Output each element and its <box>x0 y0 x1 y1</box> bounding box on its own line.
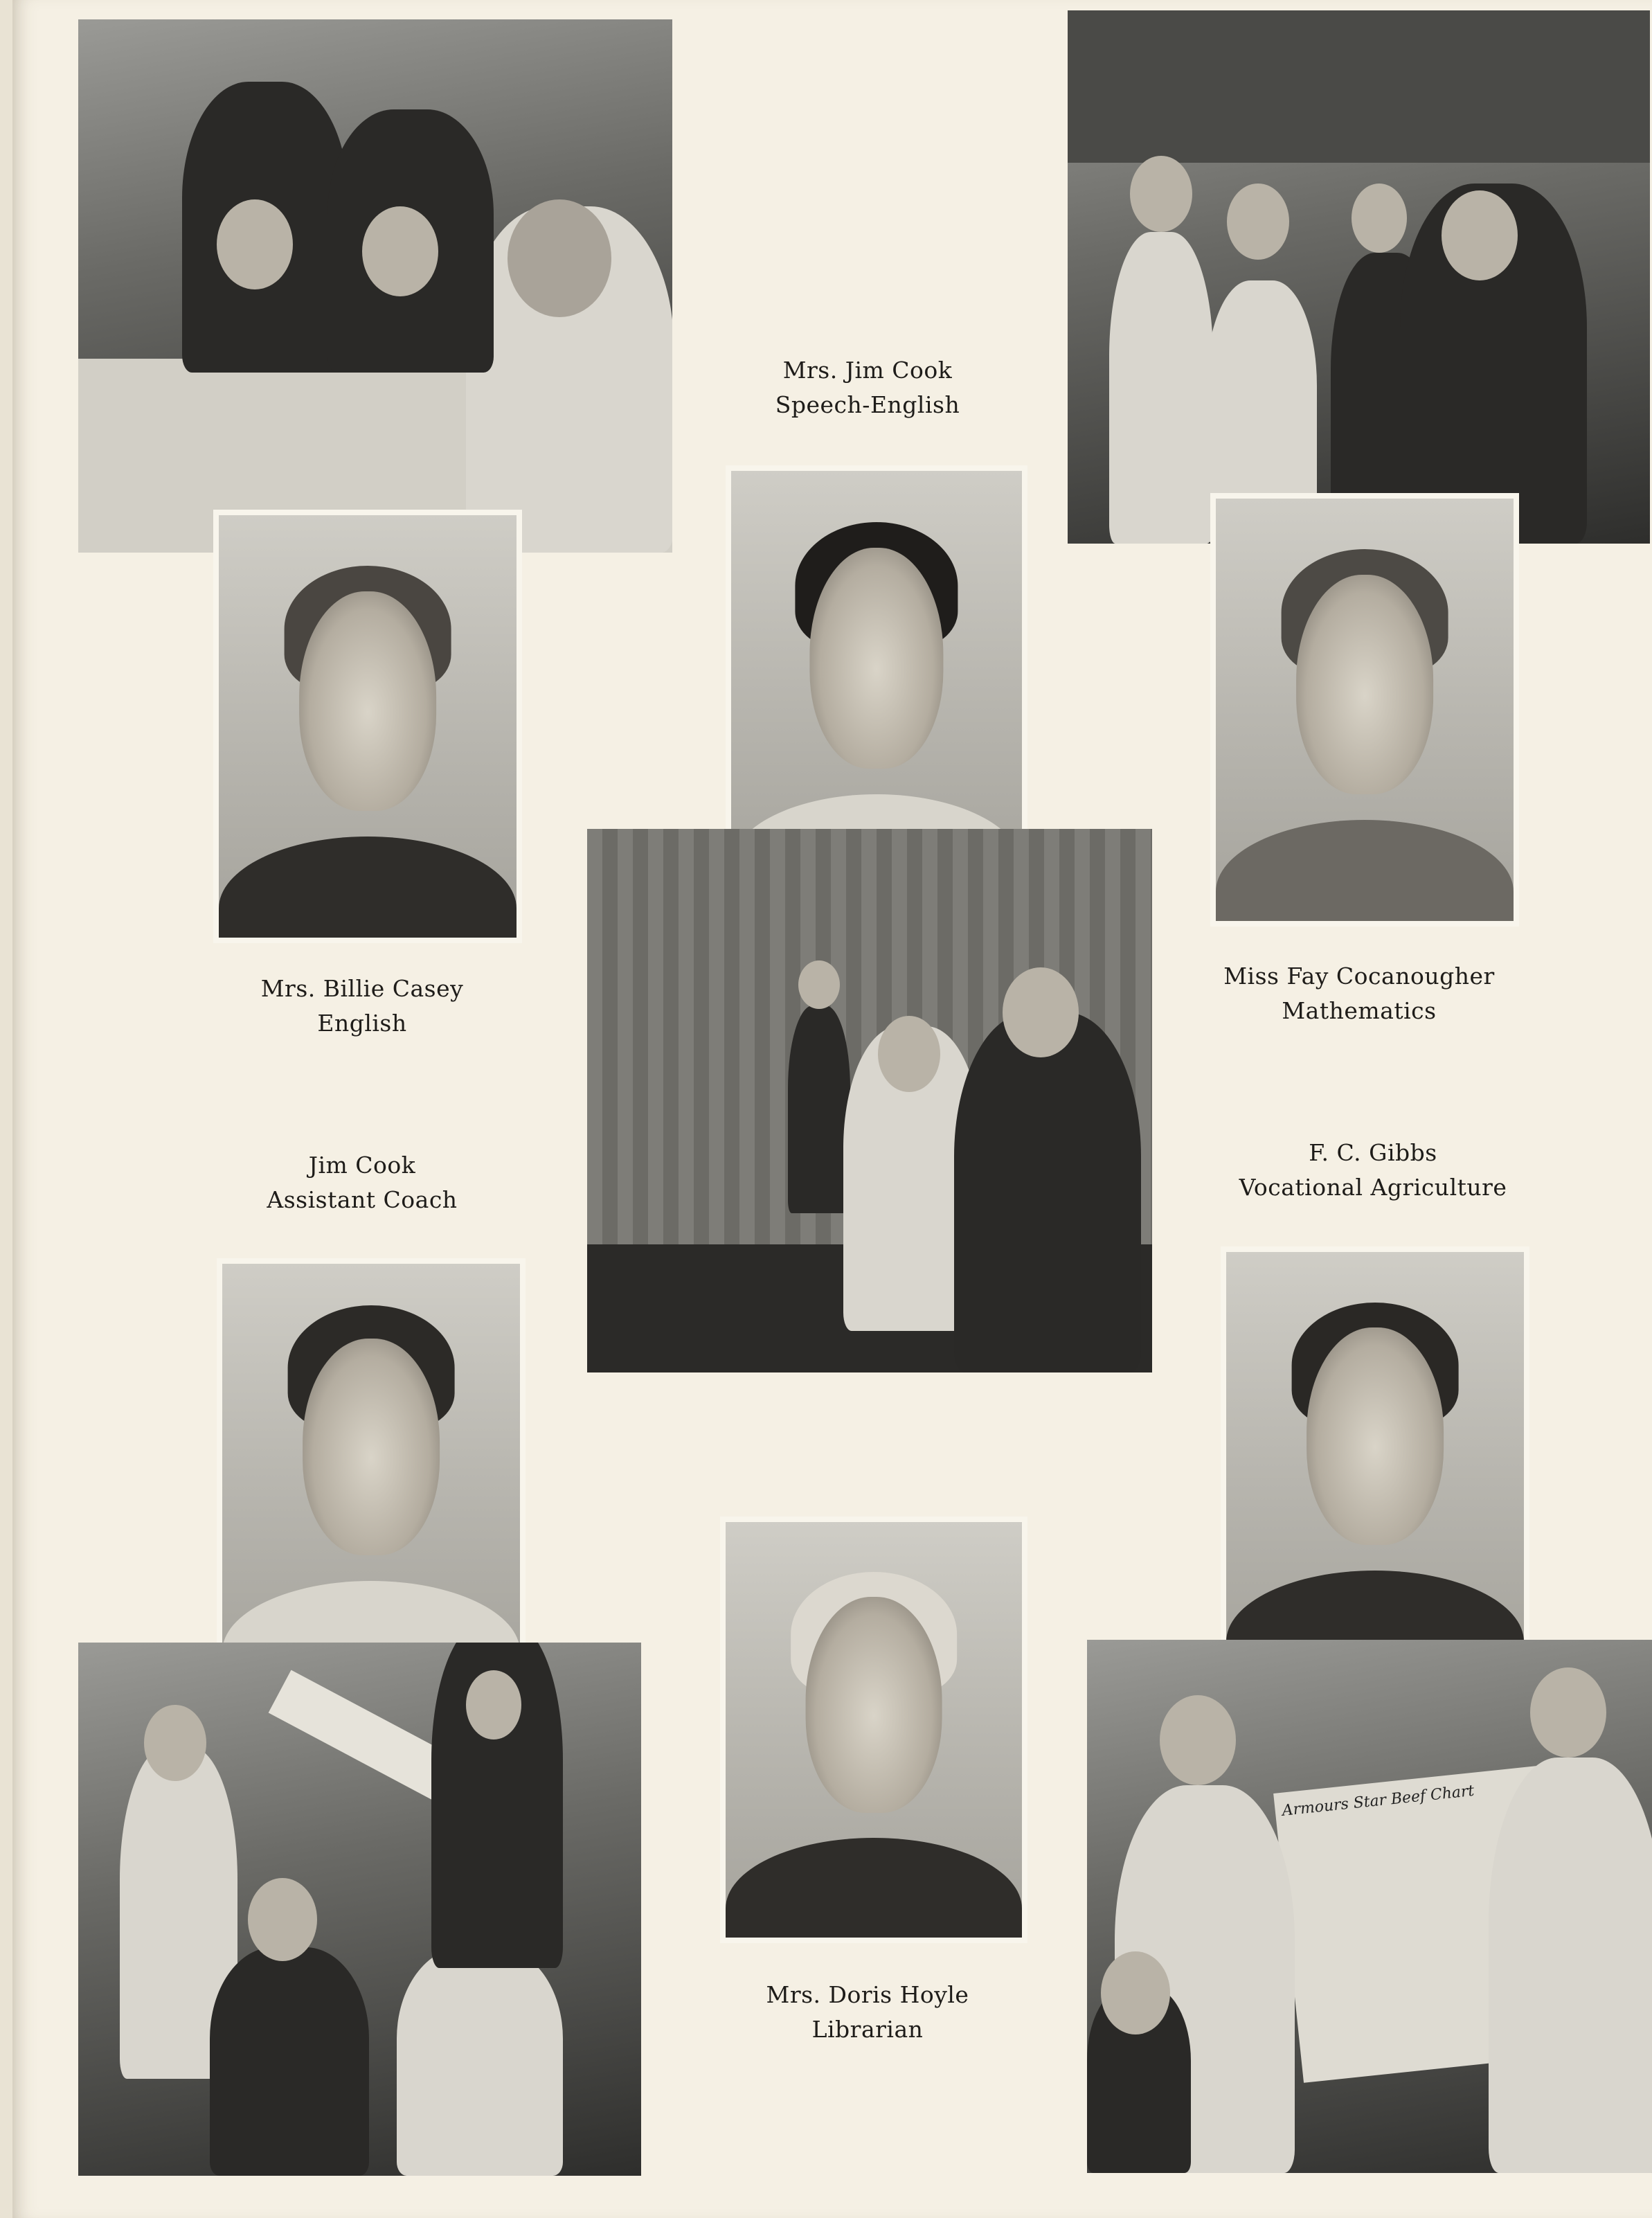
photo-classroom <box>1068 10 1650 544</box>
photo-model-airplanes <box>78 1643 641 2176</box>
portrait-fc-gibbs <box>1221 1246 1529 1676</box>
caption-fc-gibbs <box>1189 1136 1556 1205</box>
portrait-jim-cook <box>217 1258 526 1686</box>
caption-mrs-billie-casey <box>213 972 511 1041</box>
caption-jim-cook <box>213 1148 511 1217</box>
staff-name: Miss Fay Cocanougher <box>1223 963 1495 990</box>
staff-subject: Librarian <box>811 2016 924 2043</box>
beef-chart-title: Armours Star Beef Chart <box>1281 1782 1475 1820</box>
staff-name: F. C. Gibbs <box>1309 1139 1437 1166</box>
staff-subject: Speech-English <box>775 391 960 418</box>
photo-stage-rehearsal <box>587 829 1152 1372</box>
staff-subject: Mathematics <box>1282 997 1437 1024</box>
staff-name: Mrs. Doris Hoyle <box>766 1981 969 2008</box>
staff-name: Jim Cook <box>308 1152 416 1179</box>
portrait-mrs-billie-casey <box>213 510 522 943</box>
staff-subject: Assistant Coach <box>267 1186 458 1213</box>
yearbook-page <box>12 0 1652 2218</box>
staff-name: Mrs. Billie Casey <box>260 975 464 1002</box>
staff-name: Mrs. Jim Cook <box>782 357 953 384</box>
caption-miss-fay-cocanougher <box>1183 959 1536 1028</box>
staff-subject: English <box>317 1010 407 1037</box>
portrait-mrs-doris-hoyle <box>720 1517 1027 1943</box>
portrait-miss-fay-cocanougher <box>1210 493 1519 927</box>
caption-mrs-jim-cook <box>719 353 1016 422</box>
photo-students-at-table <box>78 19 672 553</box>
photo-beef-chart <box>1087 1640 1652 2173</box>
staff-subject: Vocational Agriculture <box>1239 1174 1507 1201</box>
caption-mrs-doris-hoyle <box>719 1978 1016 2047</box>
